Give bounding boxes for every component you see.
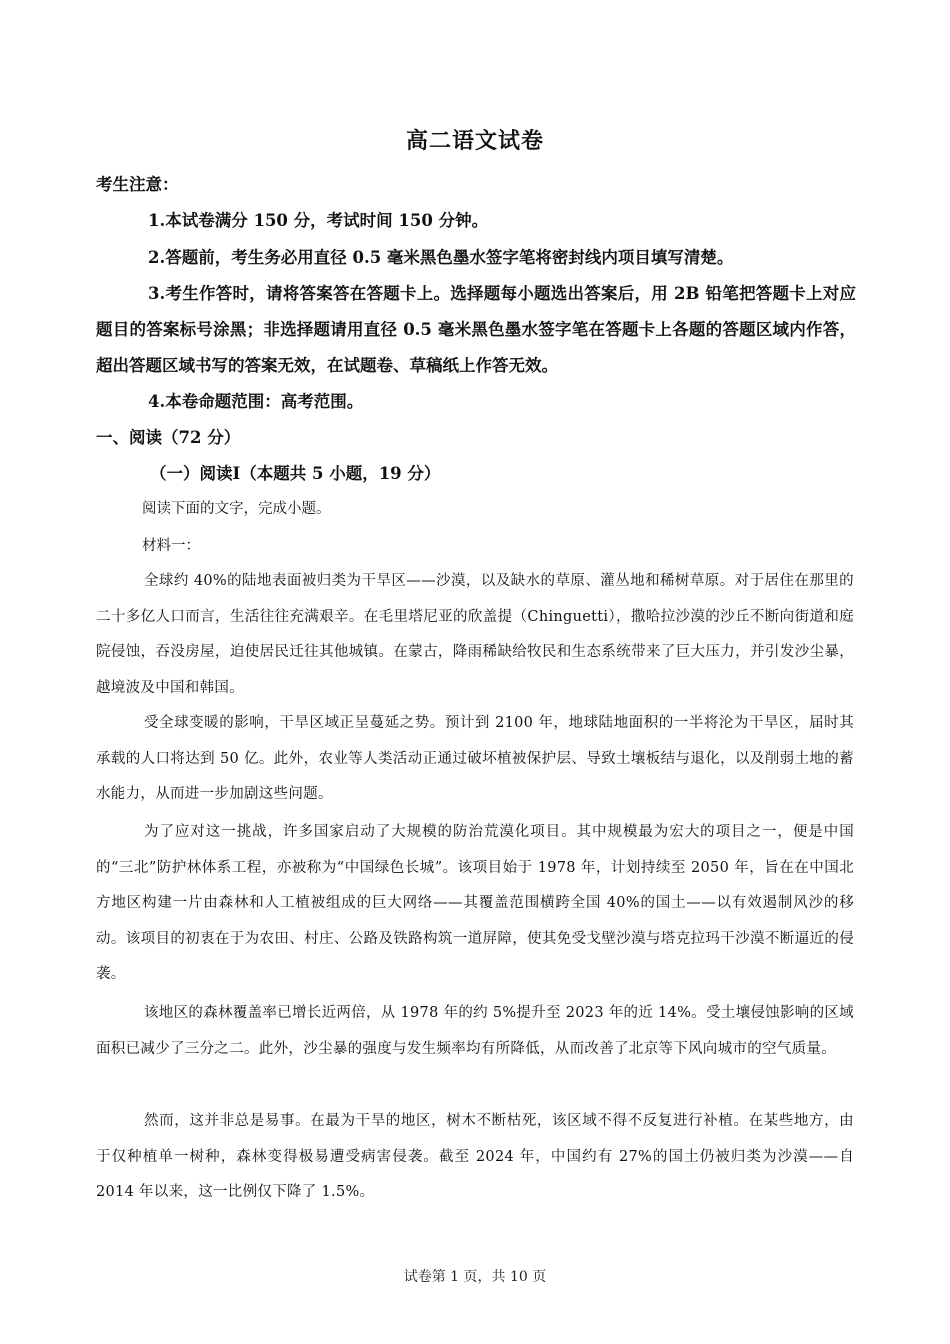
page-title: 高二语文试卷: [405, 128, 544, 154]
paragraph-5: 然而，这并非总是易事。在最为干旱的地区，树木不断枯死，该区域不得不反复进行补植。在某些地方，由于仅种植单一树种，森林变得极易遭受病害侵袭。截至 2024 年，中国约有 27%的国土仍被归类为沙漠——自 2014 年以来，这一比例仅下降了 1.5%。: [96, 1113, 854, 1201]
paragraph-4: 该地区的森林覆盖率已增长近两倍，从 1978 年的约 5%提升至 2023 年的近 14%。受土壤侵蚀影响的区域面积已减少了三分之二。此外，沙尘暴的强度与发生频率均有所降低，从而改善了北京等下风向城市的空气质量。: [96, 1005, 854, 1057]
material-label: 材料一：: [142, 538, 200, 554]
notice-item-1: 1.本试卷满分 150 分，考试时间 150 分钟。: [148, 211, 489, 230]
paragraph-2: 受全球变暖的影响，干旱区域正呈蔓延之势。预计到 2100 年，地球陆地面积的一半将沦为干旱区，届时其承载的人口将达到 50 亿。此外，农业等人类活动正通过破坏植被保护层、导致土壤板结与退化，以及削弱土地的蓄水能力，从而进一步加剧这些问题。: [96, 715, 854, 803]
notice-item-4: 4.本卷命题范围：高考范围。: [148, 392, 364, 411]
notice-item-2: 2.答题前，考生务必用直径 0.5 毫米黑色墨水签字笔将密封线内项目填写清楚。: [148, 248, 734, 267]
paragraph-1: 全球约 40%的陆地表面被归类为干旱区——沙漠，以及缺水的草原、灌丛地和稀树草原。对于居住在那里的二十多亿人口而言，生活往往充满艰辛。在毛里塔尼亚的欣盖提（Chinguetti），撒哈拉沙漠的沙丘不断向街道和庭院侵蚀，吞没房屋，迫使居民迁往其他城镇。在蒙古，降雨稀缺给牧民和生态系统带来了巨大压力，并引发沙尘暴，越境波及中国和韩国。: [96, 573, 854, 696]
section-heading: 一、阅读（72 分）: [96, 428, 241, 447]
paragraph-3: 为了应对这一挑战，许多国家启动了大规模的防治荒漠化项目。其中规模最为宏大的项目之一，便是中国的“三北”防护林体系工程，亦被称为“中国绿色长城”。该项目始于 1978 年，计划持续至 2050 年，旨在在中国北方地区构建一片由森林和人工植被组成的巨大网络——其覆盖范围横跨全国 40%的国土——以有效遏制风沙的移动。该项目的初衷在于为农田、村庄、公路及铁路构筑一道屏障，使其免受戈壁沙漠与塔克拉玛干沙漠不断逼近的侵袭。: [96, 824, 854, 983]
page-footer: 试卷第 1 页，共 10 页: [403, 1269, 547, 1285]
notice-heading: 考生注意：: [96, 175, 179, 194]
reading-instruction: 阅读下面的文字，完成小题。: [142, 501, 331, 517]
notice-item-3: 3.考生作答时，请将答案答在答题卡上。选择题每小题选出答案后，用 2B 铅笔把答题卡上对应题目的答案标号涂黑；非选择题请用直径 0.5 毫米黑色墨水签字笔在答题卡上各题的答题区域内作答，超出答题区域书写的答案无效，在试题卷、草稿纸上作答无效。: [96, 284, 856, 375]
subsection-heading: （一）阅读Ⅰ（本题共 5 小题，19 分）: [150, 464, 441, 483]
